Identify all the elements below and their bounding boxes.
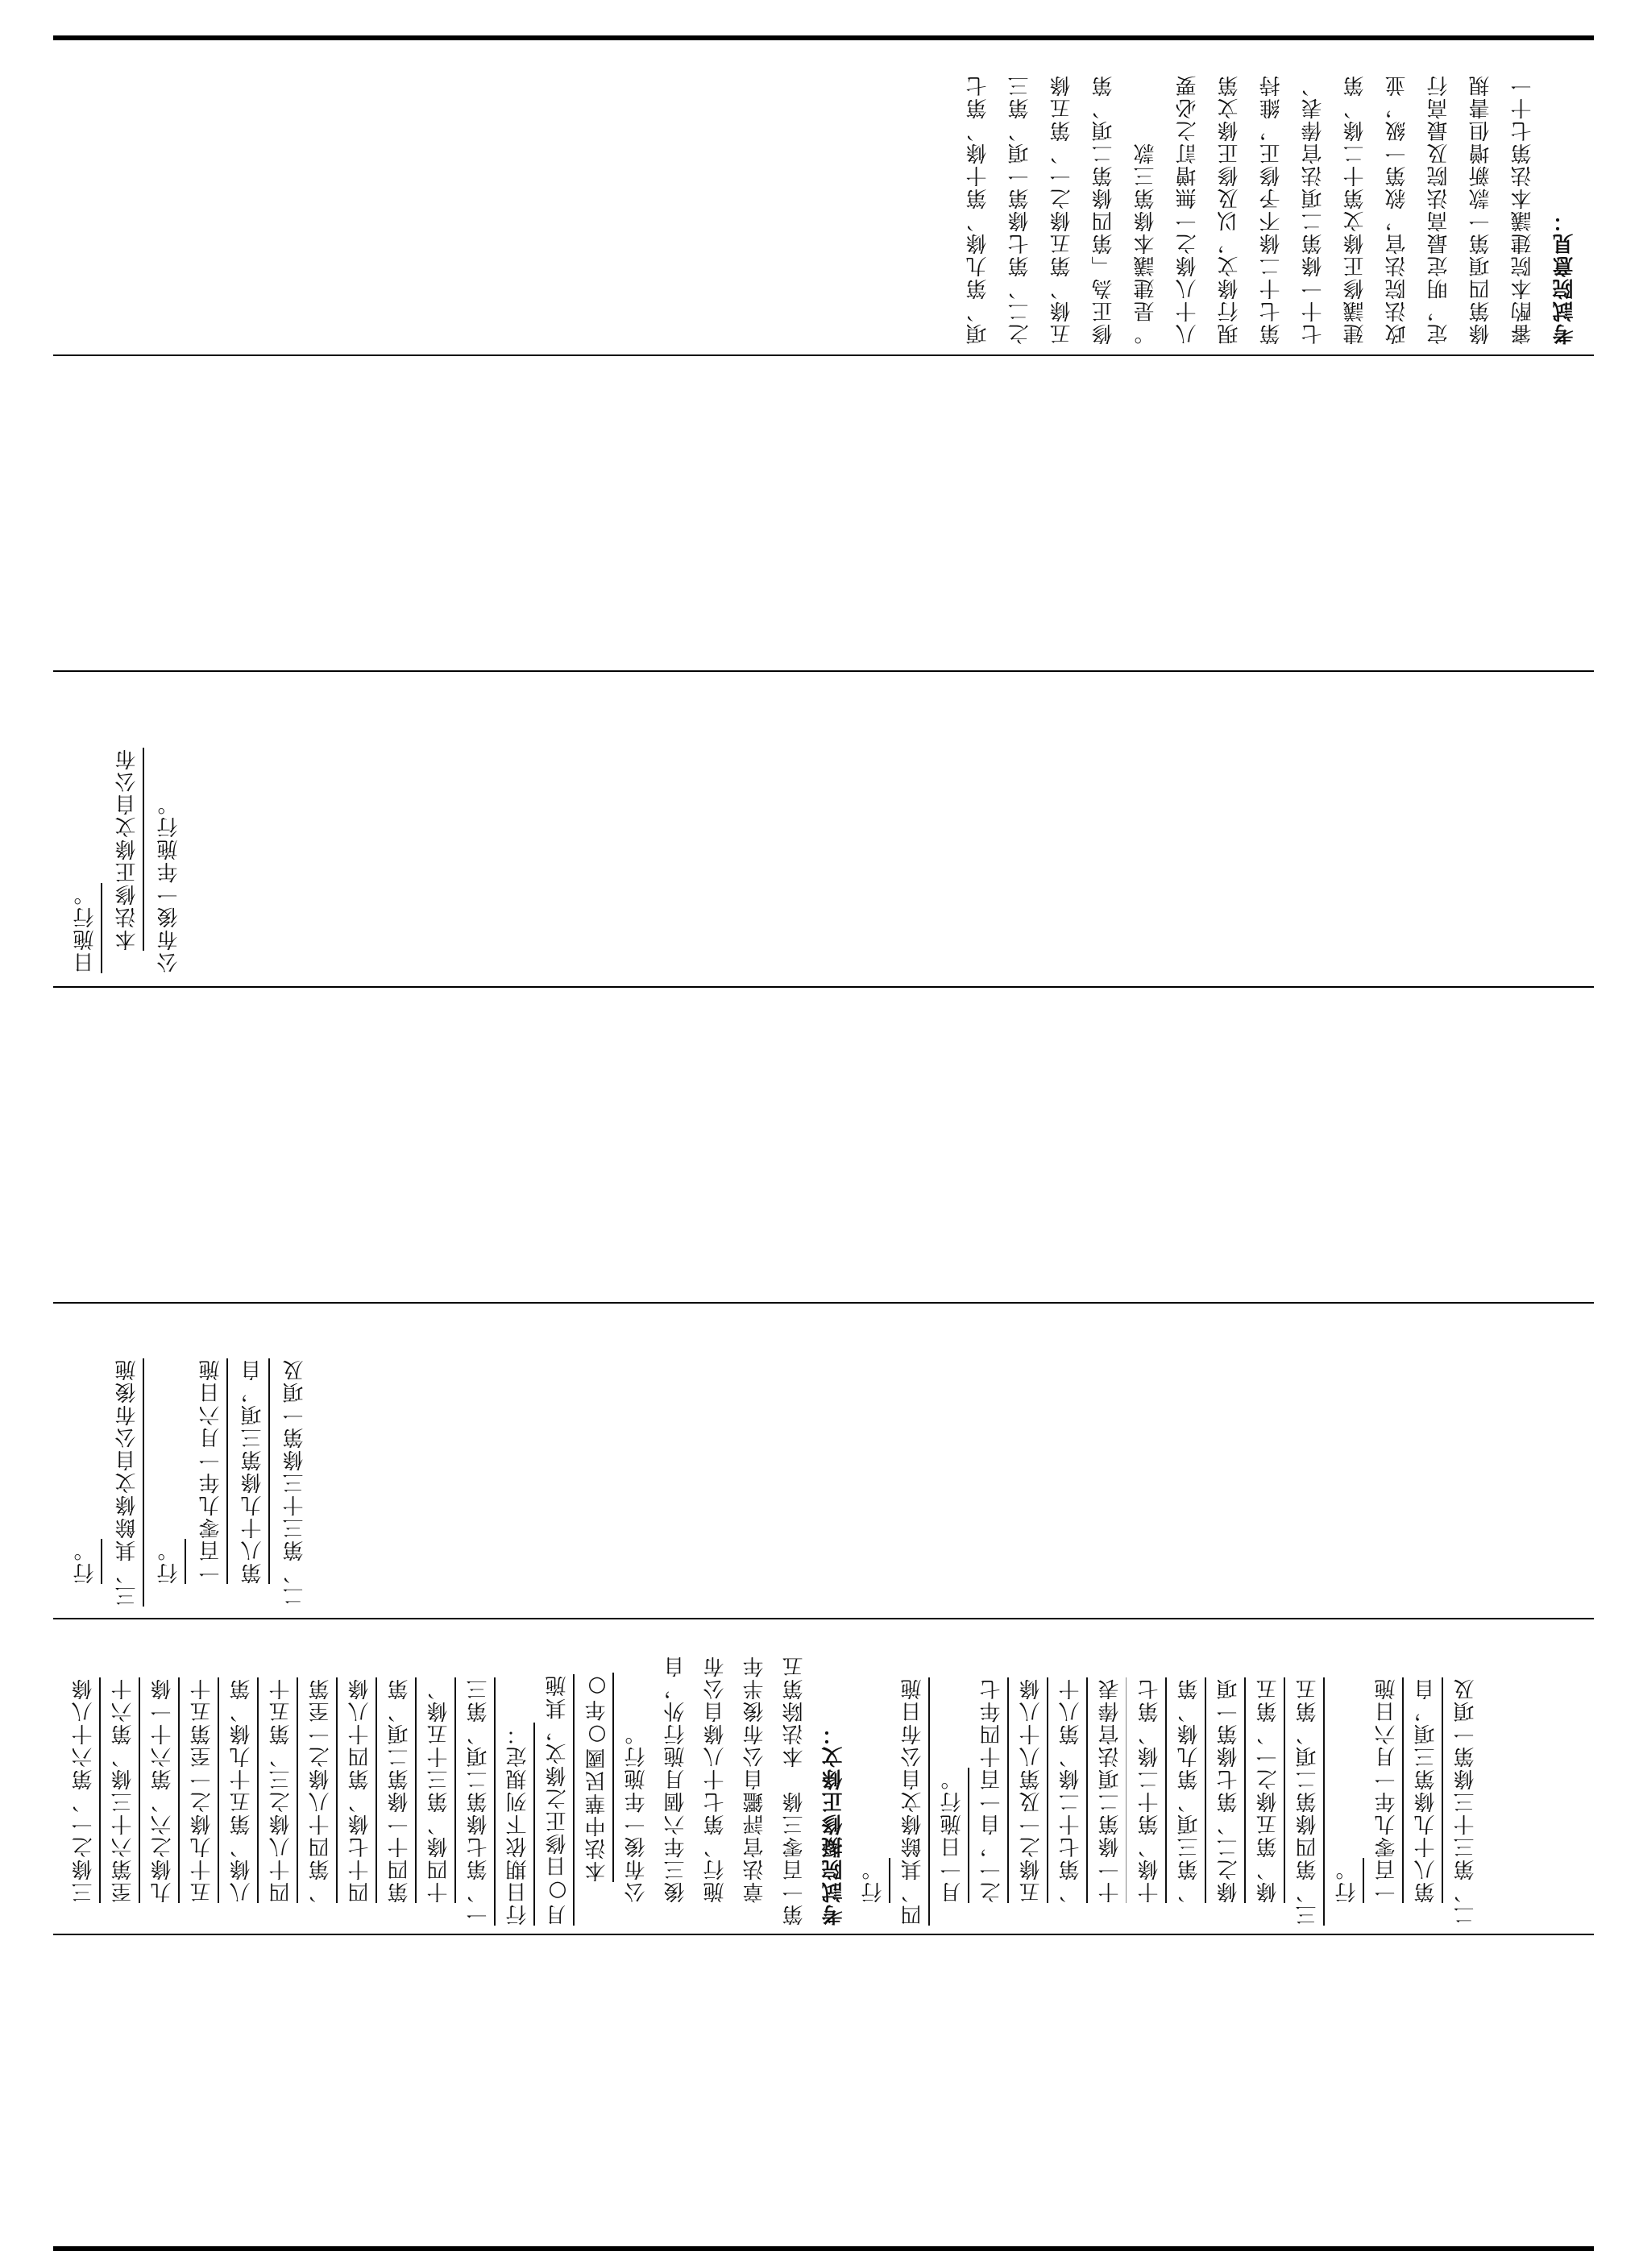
current-text-block (64, 680, 190, 973)
text-line: 十條、第十二條、第七 (1138, 1677, 1162, 1903)
text-line: 三、第四條第二項、第五 (1296, 1677, 1320, 1926)
text-line: 日施行。 (73, 883, 98, 973)
text-line: 第一百零三條 本法除第五 (782, 1655, 807, 1926)
text-line: 、第三項、第九條、第 (1177, 1677, 1201, 1903)
opinion-line: 七十一條第二項法官俸表、 (1301, 74, 1326, 345)
text-line: 後三年六個月施行外，自 (664, 1655, 688, 1903)
text-line: 二、第三十三條第一項及 (1454, 1677, 1478, 1926)
text-line: 至第六十三條、第六十 (111, 1677, 135, 1903)
text-line: 公布後一年施行。 (157, 793, 181, 973)
opinion-line: 現行條文，以及修正條文第 (1218, 74, 1242, 345)
text-line: 之一，自一百十四年七 (980, 1677, 1004, 1903)
text-line: 條之二、第七條第一項 (1217, 1677, 1241, 1903)
text-line: 五條之一及第八十八條 (1019, 1677, 1044, 1903)
text-line: 第四十一條第二項、第 (388, 1677, 412, 1903)
text-line: 行。 (861, 1858, 886, 1903)
text-line: 、第七十二條、第八十 (1059, 1677, 1083, 1903)
divider-rule (53, 986, 1594, 988)
divider-rule (53, 355, 1594, 356)
opinion-line: 建議修正條文第十二條、第 (1343, 74, 1367, 345)
text-line: 十一條第二項法官俸表 (1098, 1677, 1122, 1903)
text-line: 本法中華民國○年○ (585, 1673, 609, 1882)
text-line: 月○日修正之條文，其施 (546, 1674, 570, 1926)
text-line: 月一日施行。 (940, 1768, 965, 1903)
text-line: 十四條、第三十五條、 (427, 1677, 451, 1903)
opinion-line: 。是建議本條第三款 (1134, 142, 1158, 345)
text-line: 四十八條之三、第五十 (269, 1677, 293, 1903)
text-line: 第八十九條第三項，自 (1414, 1677, 1438, 1903)
text-line: 行。 (73, 1539, 98, 1584)
text-line: 行日期依下列規定： (506, 1723, 530, 1926)
text-line: 一百零九年一月六日施 (1375, 1677, 1399, 1903)
divider-rule (53, 1934, 1594, 1935)
text-line: 施行、第七十八條自公布 (703, 1655, 728, 1903)
current-text-band (53, 674, 1594, 983)
top-rule (53, 35, 1594, 40)
opinion-line: 第七十二條不予修正，維持 (1259, 74, 1284, 345)
opinion-line: 項、第九條、第十條、第七 (966, 74, 990, 345)
proposed-heading: 考試院擬修正條文： (822, 1723, 846, 1926)
divider-rule (53, 1618, 1594, 1619)
proposed-amendment-text-block (64, 1626, 1486, 1926)
text-line: 二、第三十三條第一項及 (283, 1358, 307, 1607)
text-line: 一百零九年一月六日施 (199, 1358, 223, 1584)
text-line: 本法修正條文自公布 (115, 748, 139, 951)
opinion-line: 修正為「第四條第二項、第 (1092, 74, 1116, 345)
text-line: 行。 (1335, 1858, 1359, 1903)
text-line: 條、第五條之一、第五 (1256, 1677, 1280, 1903)
opinion-line: 審酌本院建議本法第七十一 (1511, 74, 1535, 345)
opinion-band (53, 42, 1594, 351)
text-line: 行。 (157, 1539, 181, 1584)
amendment-band (53, 1305, 1594, 1615)
opinion-line: 八十八條之一無增訂之必要 (1176, 74, 1200, 345)
divider-rule (53, 670, 1594, 672)
opinion-line: 定，明定最高法院及最高行 (1427, 74, 1451, 345)
opinion-line: 條第四項第一款新增但書規 (1469, 74, 1493, 345)
text-line: 八條、第五十九條、第 (230, 1677, 254, 1903)
opinion-line: 政法院法官，敘第一級，並 (1385, 74, 1409, 345)
text-line: 四十七條、第四十八條 (348, 1677, 372, 1903)
text-line: 四、其餘條文自公布日施 (901, 1677, 925, 1926)
opinion-line: 之二、第七條第一項、第三 (1008, 74, 1032, 345)
text-line: 五十九條之一至第五十 (190, 1677, 214, 1903)
text-line: 公布後一年施行。 (624, 1723, 649, 1903)
text-line: 、第四十八條之一至第 (309, 1677, 333, 1903)
text-line: 第八十九條第三項，自 (241, 1358, 265, 1584)
text-line: 三條之一、第六十八條 (72, 1677, 96, 1903)
text-line: 九條之六、第六十一條 (151, 1677, 175, 1903)
text-line: 章法官評鑑自公布後半年 (743, 1655, 767, 1903)
text-line: 一、第七條第二項、第三 (467, 1677, 491, 1926)
amendment-text-block (64, 1310, 316, 1607)
text-line: 三、其餘條文自公布後施 (115, 1358, 139, 1607)
opinion-heading: 考試院意見： (1553, 209, 1577, 345)
divider-rule (53, 1302, 1594, 1304)
bottom-rule (53, 2246, 1594, 2251)
opinion-text-block (957, 45, 1586, 345)
opinion-line: 五條、第五條之一、第五條 (1050, 74, 1074, 345)
proposed-amendment-band (53, 1621, 1594, 1930)
